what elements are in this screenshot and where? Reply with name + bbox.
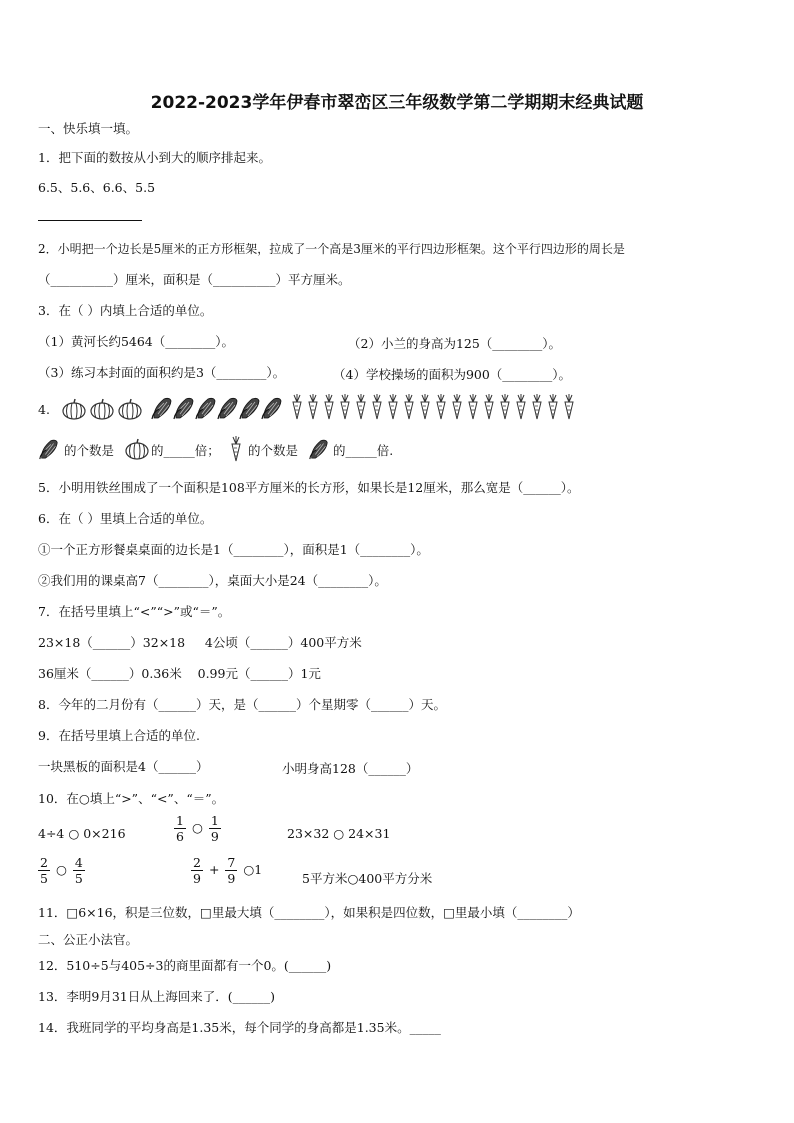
denominator: 5: [40, 871, 48, 886]
question-11: 11．□6×16，积是三位数，□里最大填（________），如果积是四位数，□里最小填（________）: [38, 905, 580, 920]
corn-icon: [38, 438, 60, 460]
plus-sign: +: [208, 862, 220, 877]
carrot-icon: [482, 394, 496, 424]
numerator: 7: [227, 855, 236, 870]
compare-circle[interactable]: ○: [191, 820, 203, 835]
carrot-icon: [402, 394, 416, 424]
question-8: 8．今年的二月份有（______）天，是（______）个星期零（______）天。: [38, 697, 446, 712]
corn-icon: [172, 396, 196, 424]
question-7-row1: 23×18（______）32×18 4公顷（______）400平方米: [38, 635, 362, 650]
pumpkin-icon: [118, 398, 142, 424]
corn-icon: [194, 396, 218, 424]
corn-icon: [150, 396, 174, 424]
question-10-expr-6: 5平方米○400平方分米: [302, 871, 433, 886]
pumpkin-icon: [62, 398, 86, 424]
numerator: 1: [210, 813, 219, 828]
carrot-icon: [466, 394, 480, 424]
carrot-icon: [562, 394, 576, 424]
question-6-a: ①一个正方形餐桌桌面的边长是1（________），面积是1（________）。: [38, 542, 429, 557]
carrot-icon: [290, 394, 304, 424]
corn-icon: [238, 396, 262, 424]
numerator: 1: [176, 813, 184, 828]
carrot-icon: [546, 394, 560, 424]
page-title: 2022-2023学年伊春市翠峦区三年级数学第二学期期末经典试题: [150, 93, 644, 113]
question-1: 1．把下面的数按从小到大的顺序排起来。: [38, 150, 271, 165]
question-9-a: 一块黑板的面积是4（______）: [38, 759, 209, 774]
question-2-line2: （__________）厘米，面积是（__________）平方厘米。: [38, 272, 351, 287]
question-10-expr-1: 4÷4 ○ 0×216: [38, 826, 126, 841]
question-7-row2: 36厘米（______）0.36米 0.99元（______）1元: [38, 666, 321, 681]
carrot-icon: [370, 394, 384, 424]
question-3-a: （1）黄河长约5464（________）。: [38, 334, 235, 349]
question-3-b: （2）小兰的身高为125（________）。: [348, 336, 562, 351]
carrot-icon: [530, 394, 544, 424]
question-10-expr-2: [172, 813, 223, 844]
carrot-icon: [418, 394, 432, 424]
question-4-number: 4.: [38, 402, 50, 417]
section-heading-1: 一、快乐填一填。: [38, 121, 139, 136]
question-5: 5．小明用铁丝围成了一个面积是108平方厘米的长方形，如果长是12厘米，那么宽是（______）。: [38, 480, 580, 495]
question-2-line1: 2．小明把一个边长是5厘米的正方形框架，拉成了一个高是3厘米的平行四边形框架。这个平行四边形的周长是: [38, 242, 625, 256]
numerator: 2: [193, 855, 201, 870]
corn-icon: [260, 396, 284, 424]
carrot-icon: [354, 394, 368, 424]
question-3-d: （4）学校操场的面积为900（________）。: [333, 367, 572, 382]
carrot-icon: [434, 394, 448, 424]
question-6-b: ②我们用的课桌高7（________），桌面大小是24（________）。: [38, 573, 387, 588]
question-4-text-c: 的个数是: [248, 443, 299, 458]
question-4-text-d: 的_____倍.: [333, 443, 394, 458]
question-3: 3．在（ ）内填上合适的单位。: [38, 303, 213, 318]
question-4-text-b: 的_____倍；: [151, 443, 220, 458]
pumpkin-icon: [90, 398, 114, 424]
denominator: 6: [176, 829, 184, 844]
question-10: 10．在○填上“>”、“<”、“＝”。: [38, 791, 225, 806]
question-6: 6．在（ ）里填上合适的单位。: [38, 511, 213, 526]
compare-circle[interactable]: ○: [55, 862, 67, 877]
question-4-text-a: 的个数是: [64, 443, 115, 458]
question-10-expr-4: [36, 855, 87, 886]
answer-line[interactable]: [38, 220, 142, 221]
carrot-icon: [450, 394, 464, 424]
carrot-icon: [386, 394, 400, 424]
carrot-icon: [338, 394, 352, 424]
denominator: 9: [193, 871, 201, 886]
question-7: 7．在括号里填上“<”“>”或“＝”。: [38, 604, 231, 619]
question-9-b: 小明身高128（______）: [282, 761, 419, 776]
denominator: 9: [210, 829, 219, 844]
carrot-icon: [322, 394, 336, 424]
denominator: 9: [227, 871, 236, 886]
question-14: 14．我班同学的平均身高是1.35米，每个同学的身高都是1.35米。_____: [38, 1020, 441, 1035]
question-13: 13．李明9月31日从上海回来了．(______): [38, 989, 276, 1004]
question-3-c: （3）练习本封面的面积约是3（________）。: [38, 365, 286, 380]
compare-tail: ○1: [243, 862, 263, 877]
section-heading-2: 二、公正小法官。: [38, 932, 139, 947]
numerator: 4: [74, 855, 83, 870]
carrot-icon: [498, 394, 512, 424]
numerator: 2: [40, 855, 48, 870]
carrot-icon: [228, 436, 244, 462]
pumpkin-icon: [125, 438, 149, 460]
question-1-numbers: 6.5、5.6、6.6、5.5: [38, 180, 156, 195]
corn-icon: [216, 396, 240, 424]
question-10-expr-3: 23×32 ○ 24×31: [287, 826, 391, 841]
question-12: 12．510÷5与405÷3的商里面都有一个0。(______): [38, 958, 332, 973]
carrot-icon: [514, 394, 528, 424]
question-9: 9．在括号里填上合适的单位.: [38, 728, 200, 743]
denominator: 5: [74, 871, 83, 886]
question-10-expr-5: [189, 855, 262, 886]
carrot-icon: [306, 394, 320, 424]
corn-icon: [308, 438, 330, 460]
